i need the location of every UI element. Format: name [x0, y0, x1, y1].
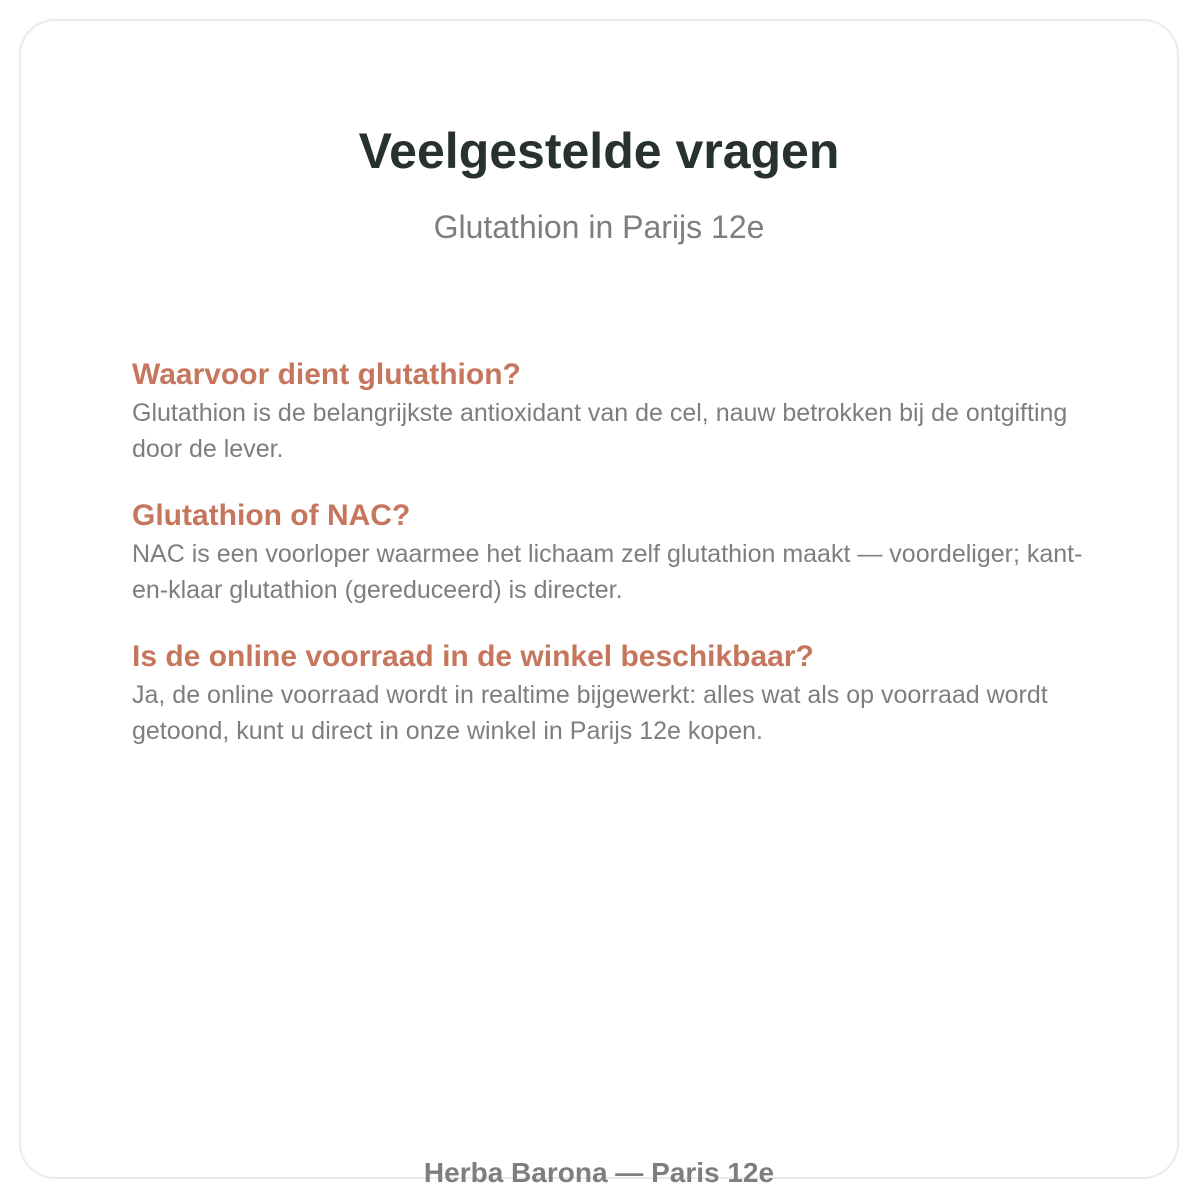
faq-item — [132, 637, 1092, 749]
faq-item — [132, 355, 1092, 467]
faq-question: Glutathion of NAC? — [132, 499, 411, 532]
faq-answer: Glutathion is de belangrijkste antioxidant van de cel, nauw betrokken bij de ontgifting door de lever. — [132, 399, 1068, 463]
faq-question: Is de online voorraad in de winkel beschikbaar? — [132, 640, 814, 673]
faq-answer: NAC is een voorloper waarmee het lichaam zelf glutathion maakt — voordeliger; kant-en-klaar glutathion (gereduceerd) is directer. — [132, 540, 1083, 604]
faq-card — [19, 19, 1179, 1188]
faq-question: Waarvoor dient glutathion? — [132, 358, 521, 391]
page-subtitle: Glutathion in Parijs 12e — [433, 209, 765, 245]
faq-item — [132, 496, 1092, 608]
faq-list — [132, 355, 1092, 778]
page-title: Veelgestelde vragen — [358, 123, 840, 179]
footer-brand: Herba Barona — Paris 12e — [423, 1157, 775, 1188]
faq-answer: Ja, de online voorraad wordt in realtime bijgewerkt: alles wat als op voorraad wordt getoond, kunt u direct in onze winkel in Parijs 12e kopen. — [132, 681, 1048, 745]
